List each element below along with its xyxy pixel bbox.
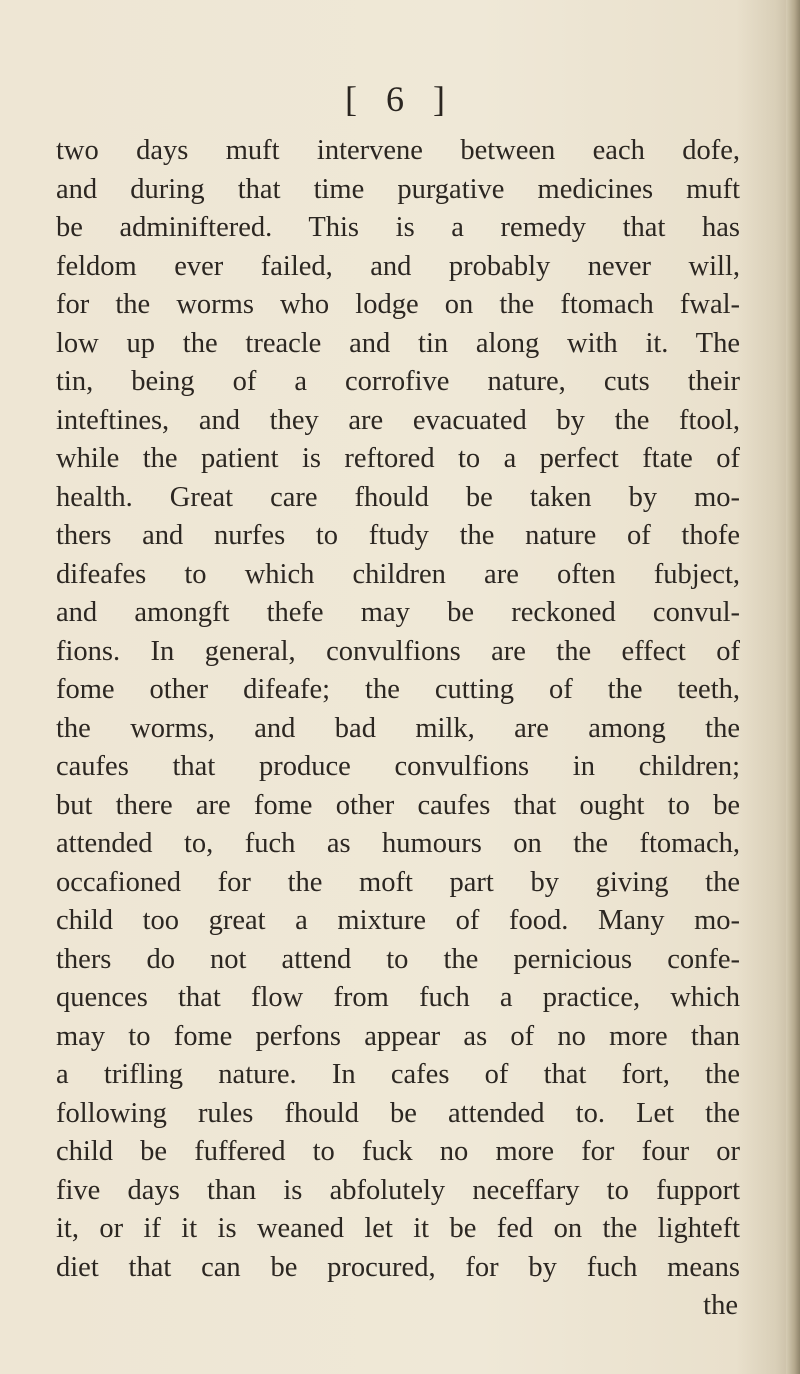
text-line: quences that flow from fuch a practice, which <box>56 982 740 1013</box>
text-line: attended to, fuch as humours on the ftomach, <box>56 828 740 859</box>
text-line: and during that time purgative medicines muft <box>56 173 740 205</box>
text-line: for the worms who lodge on the ftomach fwal- <box>56 289 740 320</box>
text-line: be adminiftered. This is a remedy that has <box>56 212 740 243</box>
text-line: caufes that produce convulfions in children; <box>56 751 740 782</box>
page-header <box>0 78 800 120</box>
text-line: child too great a mixture of food. Many mo- <box>56 905 740 936</box>
text-line: following rules fhould be attended to. Let the <box>56 1097 740 1129</box>
page-edge-shadow <box>786 0 800 1374</box>
text-line: thers do not attend to the pernicious confe- <box>56 943 740 975</box>
text-line: feldom ever failed, and probably never will, <box>56 250 740 282</box>
text-line: it, or if it is weaned let it be fed on the lighteft <box>56 1213 740 1244</box>
text-line: the worms, and bad milk, are among the <box>56 712 740 744</box>
text-line: low up the treacle and tin along with it. The <box>56 327 740 359</box>
text-line: diet that can be procured, for by fuch means <box>56 1251 740 1283</box>
text-line: fome other difeafe; the cutting of the teeth, <box>56 674 740 705</box>
text-line: but there are fome other caufes that ought to be <box>56 789 740 821</box>
catchword: the <box>703 1290 738 1321</box>
text-line: fions. In general, convulfions are the effect of <box>56 635 740 667</box>
page-number: [ 6 ] <box>345 79 455 119</box>
text-line: two days muft intervene between each dofe, <box>56 135 740 166</box>
text-line: child be fuffered to fuck no more for four or <box>56 1136 740 1167</box>
text-line: may to fome perfons appear as of no more than <box>56 1020 740 1052</box>
text-line: occafioned for the moft part by giving the <box>56 866 740 898</box>
text-line: and amongft thefe may be reckoned convul- <box>56 597 740 628</box>
text-line: health. Great care fhould be taken by mo- <box>56 481 740 513</box>
text-line: inteftines, and they are evacuated by the ftool, <box>56 404 740 436</box>
text-line: tin, being of a corrofive nature, cuts their <box>56 366 740 397</box>
text-line: a trifling nature. In cafes of that fort, the <box>56 1059 740 1090</box>
text-line: difeafes to which children are often fubject, <box>56 558 740 590</box>
text-line: while the patient is reftored to a perfect ftate of <box>56 443 740 474</box>
text-line: thers and nurfes to ftudy the nature of thofe <box>56 520 740 551</box>
body-text <box>56 132 740 1326</box>
text-line: five days than is abfolutely neceffary to fupport <box>56 1174 740 1206</box>
